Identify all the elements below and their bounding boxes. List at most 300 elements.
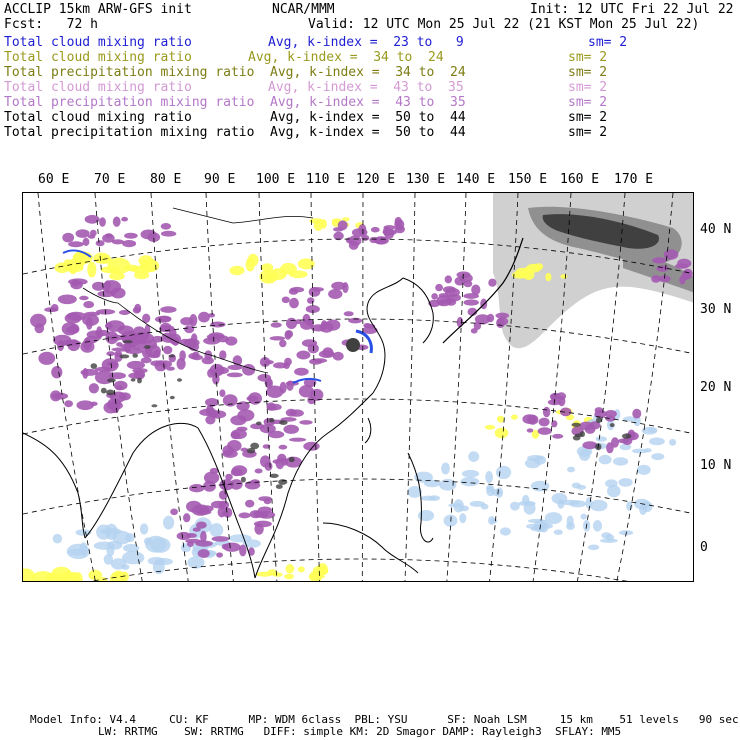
field-k-index: Avg, k-index = 43 to 35: [268, 80, 464, 95]
precip-patch: [552, 434, 563, 439]
longitude-label: 100 E: [256, 172, 296, 187]
coastline-india-west: [23, 433, 85, 538]
precip-patch: [438, 301, 444, 306]
precip-patch: [199, 409, 215, 416]
precip-patch: [268, 404, 281, 411]
low-cloud-patch: [441, 463, 450, 475]
low-cloud-patch: [619, 478, 633, 487]
precip-patch: [299, 420, 312, 425]
precip-patch: [488, 279, 496, 287]
precip-patch: [79, 296, 89, 300]
precip-patch: [331, 282, 346, 290]
precip-patch: [242, 364, 255, 376]
precip-patch: [289, 298, 299, 309]
low-cloud-patch: [67, 549, 87, 556]
precip-patch: [111, 347, 130, 351]
precip-patch: [231, 429, 247, 439]
low-cloud-patch: [496, 466, 511, 479]
mid-cloud-patch: [93, 253, 110, 264]
low-cloud-patch: [500, 527, 511, 535]
precip-patch: [302, 339, 317, 347]
mid-cloud-patch: [134, 271, 149, 279]
convective-core: [123, 340, 133, 343]
precip-patch: [230, 415, 246, 425]
field-name: Total cloud mixing ratio: [4, 50, 192, 65]
precip-patch: [183, 513, 190, 522]
convective-core: [144, 345, 150, 349]
low-cloud-patch: [151, 537, 171, 552]
precip-patch: [282, 297, 290, 304]
precip-patch: [312, 287, 324, 292]
longitude-label: 110 E: [306, 172, 346, 187]
longitude-label: 70 E: [94, 172, 126, 187]
precip-patch: [231, 468, 243, 476]
precip-patch: [255, 469, 263, 474]
precip-patch: [141, 357, 152, 363]
mid-cloud-patch: [497, 416, 504, 423]
convective-core: [131, 378, 136, 381]
convective-core: [580, 431, 585, 437]
precip-patch: [170, 509, 178, 516]
field-name: Total cloud mixing ratio: [4, 110, 192, 125]
convective-core: [572, 423, 581, 427]
mid-cloud-patch: [495, 428, 509, 439]
precip-patch: [239, 545, 246, 557]
precip-patch: [161, 223, 171, 230]
low-cloud-patch: [644, 448, 651, 452]
precip-patch: [107, 401, 123, 410]
precip-patch: [283, 425, 299, 434]
precip-patch: [66, 312, 86, 321]
precip-patch: [395, 217, 402, 227]
low-cloud-patch: [581, 514, 587, 520]
field-smoothing: sm= 2: [568, 65, 608, 80]
longitude-label: 140 E: [456, 172, 496, 187]
convective-core: [151, 404, 157, 407]
precip-patch: [328, 289, 342, 299]
latitude-labels: [700, 192, 740, 582]
low-cloud-patch: [122, 551, 144, 564]
precip-patch: [66, 327, 79, 334]
precip-patch: [223, 543, 240, 552]
low-cloud-patch: [163, 516, 174, 530]
convective-core: [170, 396, 175, 399]
precip-patch: [527, 428, 534, 432]
field-k-index: Avg, k-index = 23 to 9: [268, 35, 464, 50]
precip-patch: [51, 304, 59, 312]
precip-patch: [51, 366, 62, 378]
precip-patch: [88, 235, 95, 239]
precip-patch: [198, 549, 210, 558]
precip-patch: [445, 275, 452, 283]
precip-patch: [166, 367, 175, 371]
longitude-label: 80 E: [150, 172, 182, 187]
meridian-line: [405, 193, 415, 582]
mid-cloud-patch: [314, 220, 323, 231]
low-cloud-patch: [590, 500, 607, 512]
mid-cloud-patch: [545, 273, 551, 281]
precip-patch: [618, 439, 630, 444]
low-cloud-patch: [557, 499, 564, 508]
mid-cloud-patch: [560, 274, 567, 279]
precip-patch: [522, 414, 536, 424]
precip-patch: [538, 427, 552, 435]
mid-cloud-patch: [313, 566, 328, 576]
precip-patch: [161, 231, 176, 237]
latitude-label: 20 N: [700, 380, 732, 395]
precip-patch: [679, 276, 685, 285]
field-smoothing: sm= 2: [568, 80, 608, 95]
valid-time: Valid: 12 UTC Mon 25 Jul 22 (21 KST Mon 25 Jul 22): [308, 17, 700, 32]
precip-patch: [273, 459, 282, 463]
convective-core: [137, 378, 142, 384]
precip-patch: [225, 336, 237, 345]
low-cloud-patch: [53, 534, 62, 544]
precip-patch: [464, 299, 479, 305]
precip-patch: [163, 346, 172, 355]
precip-patch: [309, 359, 322, 365]
precip-patch: [223, 394, 238, 406]
low-cloud-patch: [421, 496, 436, 501]
low-cloud-patch: [462, 470, 479, 478]
precip-patch: [225, 474, 233, 481]
mid-cloud-patch: [284, 574, 294, 580]
precip-patch: [87, 330, 104, 338]
forecast-hour: Fcst: 72 h: [4, 17, 98, 32]
convective-core: [289, 457, 295, 462]
convective-core: [610, 423, 615, 427]
precip-patch: [290, 287, 304, 293]
mid-cloud-patch: [87, 262, 96, 278]
convective-core: [256, 422, 262, 426]
precip-patch: [279, 340, 286, 348]
low-cloud-patch: [600, 539, 618, 543]
low-cloud-patch: [144, 537, 152, 545]
longitude-label: 160 E: [560, 172, 600, 187]
latitude-label: 0: [700, 540, 708, 555]
storm-core: [346, 338, 360, 352]
precip-patch: [105, 323, 113, 329]
field-name: Total cloud mixing ratio: [4, 80, 192, 95]
precip-patch: [148, 354, 159, 358]
low-cloud-patch: [155, 558, 173, 565]
precip-patch: [579, 422, 593, 431]
precip-patch: [198, 312, 210, 323]
convective-core: [241, 477, 246, 483]
precip-patch: [443, 286, 456, 293]
low-cloud-patch: [140, 523, 148, 534]
longitude-label: 60 E: [38, 172, 70, 187]
precip-patch: [290, 409, 304, 416]
low-cloud-patch: [534, 456, 546, 465]
precip-patch: [322, 347, 333, 357]
precip-patch: [359, 224, 367, 235]
convective-core: [278, 479, 287, 485]
mid-cloud-patch: [286, 564, 295, 573]
mid-cloud-patch: [101, 266, 121, 273]
low-cloud-patch: [605, 479, 618, 487]
precip-patch: [89, 383, 99, 393]
low-cloud-patch: [596, 436, 607, 442]
precip-patch: [113, 217, 121, 227]
precip-patch: [447, 294, 461, 302]
convective-core: [596, 417, 602, 423]
precip-patch: [196, 522, 207, 529]
precip-patch: [95, 367, 112, 372]
precip-patch: [254, 523, 263, 535]
precip-patch: [150, 360, 163, 366]
precip-patch: [216, 552, 223, 557]
low-cloud-patch: [588, 545, 599, 551]
field-name: Total precipitation mixing ratio: [4, 65, 255, 80]
low-cloud-patch: [460, 477, 479, 486]
precip-patch: [222, 445, 233, 456]
convective-core: [106, 390, 114, 396]
precip-patch: [122, 240, 136, 247]
field-smoothing: sm= 2: [568, 50, 608, 65]
low-cloud-patch: [576, 485, 586, 490]
precip-patch: [115, 386, 122, 391]
precip-patch: [179, 350, 186, 361]
low-cloud-patch: [569, 500, 586, 507]
precip-patch: [279, 445, 288, 450]
low-cloud-patch: [651, 453, 664, 460]
precip-patch: [344, 311, 354, 316]
precip-patch: [64, 400, 73, 407]
model-info-line2: LW: RRTMG SW: RRTMG DIFF: simple KM: 2D Smagor DAMP: Rayleigh3 SFLAY: MM5: [98, 725, 622, 738]
precip-patch: [605, 415, 615, 421]
latitude-label: 40 N: [700, 222, 732, 237]
precip-patch: [435, 284, 443, 291]
precip-patch: [606, 442, 614, 453]
map-svg: [23, 193, 694, 582]
low-cloud-patch: [468, 451, 479, 462]
field-name: Total cloud mixing ratio: [4, 35, 192, 50]
convective-core: [101, 388, 107, 394]
low-cloud-patch: [459, 513, 466, 523]
precip-patch: [384, 229, 394, 239]
precip-patch: [227, 373, 243, 378]
precip-patch: [118, 325, 134, 335]
precip-patch: [99, 217, 106, 226]
precip-patch: [338, 220, 348, 230]
convective-core: [622, 433, 631, 438]
precip-patch: [285, 330, 293, 338]
precip-patch: [106, 351, 115, 356]
precip-patch: [205, 415, 215, 424]
precip-patch: [539, 418, 550, 427]
coastline-borneo: [323, 523, 418, 573]
precip-patch: [62, 233, 74, 243]
low-cloud-patch: [626, 501, 632, 510]
longitude-label: 90 E: [204, 172, 236, 187]
field-k-index: Avg, k-index = 50 to 44: [270, 110, 466, 125]
low-cloud-patch: [490, 518, 497, 523]
low-cloud-patch: [669, 439, 676, 446]
mid-cloud-patch: [230, 266, 245, 276]
precip-patch: [133, 307, 141, 314]
precip-patch: [180, 317, 193, 325]
center-label: NCAR/MMM: [272, 2, 335, 17]
precip-patch: [192, 504, 210, 515]
low-cloud-patch: [510, 502, 520, 511]
mid-cloud-patch: [248, 254, 259, 267]
longitude-label: 130 E: [406, 172, 446, 187]
precip-patch: [119, 392, 131, 400]
convective-core: [177, 378, 182, 382]
field-k-index: Avg, k-index = 34 to 24: [248, 50, 444, 65]
longitude-labels: [0, 172, 740, 188]
convective-core: [279, 420, 287, 425]
low-cloud-patch: [104, 554, 113, 565]
convective-core: [91, 363, 98, 369]
precip-patch: [471, 328, 478, 333]
mid-cloud-patch: [55, 263, 70, 274]
field-k-index: Avg, k-index = 34 to 24: [270, 65, 466, 80]
precip-patch: [289, 438, 306, 442]
precip-patch: [111, 288, 126, 299]
mid-cloud-patch: [280, 263, 296, 274]
low-cloud-patch: [531, 527, 545, 532]
mid-cloud-patch: [114, 571, 123, 578]
low-cloud-patch: [448, 503, 462, 507]
precip-patch: [191, 333, 197, 343]
precip-patch: [30, 314, 46, 328]
precip-patch: [218, 507, 226, 518]
precip-patch: [463, 293, 479, 299]
precip-patch: [72, 280, 80, 287]
precip-patch: [632, 409, 641, 419]
convective-core: [107, 378, 116, 382]
precip-patch: [219, 389, 225, 397]
meridian-line: [362, 193, 363, 582]
precip-patch: [202, 357, 214, 364]
field-smoothing: sm= 2: [568, 95, 608, 110]
precip-patch: [96, 240, 105, 246]
precip-patch: [294, 368, 309, 376]
precip-patch: [487, 314, 494, 323]
precip-patch: [50, 390, 61, 401]
field-smoothing: sm= 2: [568, 125, 608, 140]
mid-cloud-patch: [138, 255, 153, 266]
precip-patch: [459, 274, 472, 283]
precip-patch: [300, 320, 313, 330]
low-cloud-patch: [567, 467, 575, 473]
border-line: [173, 208, 313, 223]
longitude-label: 150 E: [508, 172, 548, 187]
low-cloud-patch: [599, 455, 612, 465]
longitude-label: 170 E: [614, 172, 654, 187]
precip-patch: [321, 320, 327, 329]
precip-patch: [595, 407, 604, 413]
low-cloud-patch: [439, 479, 456, 491]
field-name: Total precipitation mixing ratio: [4, 95, 255, 110]
coastline-india-east: [85, 423, 198, 538]
precip-patch: [121, 217, 128, 222]
precip-patch: [239, 512, 251, 518]
coastline-taiwan: [365, 418, 371, 443]
precip-patch: [212, 536, 230, 542]
convective-core: [132, 354, 138, 358]
precip-patch: [191, 355, 203, 360]
precip-patch: [258, 507, 272, 514]
low-cloud-patch: [579, 449, 591, 461]
precip-patch: [58, 295, 77, 305]
precip-patch: [307, 297, 314, 304]
field-name: Total precipitation mixing ratio: [4, 125, 255, 140]
low-cloud-patch: [554, 530, 563, 535]
precip-patch: [384, 225, 396, 230]
precip-patch: [159, 325, 174, 332]
precip-patch: [76, 229, 90, 238]
precip-patch: [177, 532, 191, 540]
low-cloud-patch: [637, 465, 651, 475]
precip-patch: [296, 351, 310, 360]
precip-patch: [189, 484, 204, 492]
precip-patch: [273, 362, 287, 368]
precip-patch: [187, 541, 194, 547]
precip-patch: [652, 257, 667, 263]
precip-patch: [286, 318, 297, 329]
precip-patch: [104, 280, 111, 290]
low-cloud-patch: [210, 523, 224, 537]
mid-cloud-patch: [261, 263, 273, 272]
precip-patch: [84, 312, 100, 316]
precip-patch: [83, 238, 90, 246]
mid-cloud-patch: [485, 425, 495, 430]
low-cloud-patch: [613, 457, 628, 465]
model-title: ACCLIP 15km ARW-GFS init: [4, 2, 192, 17]
mid-cloud-patch: [265, 273, 273, 282]
precip-patch: [57, 340, 64, 351]
longitude-label: 120 E: [356, 172, 396, 187]
precip-patch: [431, 293, 438, 299]
precip-patch: [258, 496, 271, 501]
low-cloud-patch: [100, 528, 121, 535]
precip-patch: [86, 317, 93, 330]
mid-cloud-patch: [124, 265, 139, 272]
precip-patch: [582, 441, 597, 449]
weather-map: [22, 192, 694, 582]
convective-core: [250, 443, 259, 450]
mid-cloud-patch: [298, 566, 305, 572]
precip-patch: [195, 541, 212, 547]
field-smoothing: sm= 2: [568, 110, 608, 125]
convective-core: [168, 355, 175, 358]
coastline-china-east: [367, 278, 403, 393]
precip-patch: [77, 400, 94, 410]
precip-patch: [160, 306, 176, 313]
precip-patch: [497, 317, 508, 325]
precip-patch: [675, 264, 688, 269]
precip-patch: [245, 500, 254, 508]
precip-patch: [349, 241, 359, 250]
model-info-line1: Model Info: V4.4 CU: KF MP: WDM 6class PBL: YSU SF: Noah LSM 15 km 51 levels 90 sec: [30, 713, 739, 726]
low-cloud-patch: [524, 502, 536, 515]
field-k-index: Avg, k-index = 43 to 35: [270, 95, 466, 110]
precip-patch: [664, 249, 679, 259]
precip-patch: [83, 301, 94, 308]
init-time: Init: 12 UTC Fri 22 Jul 22: [530, 2, 734, 17]
precip-patch: [371, 227, 380, 233]
convective-core: [276, 484, 283, 489]
precip-patch: [132, 368, 147, 373]
field-k-index: Avg, k-index = 50 to 44: [270, 125, 466, 140]
field-smoothing: sm= 2: [588, 35, 628, 50]
precip-patch: [361, 235, 369, 241]
precip-patch: [116, 342, 123, 347]
mid-cloud-patch: [511, 415, 518, 420]
